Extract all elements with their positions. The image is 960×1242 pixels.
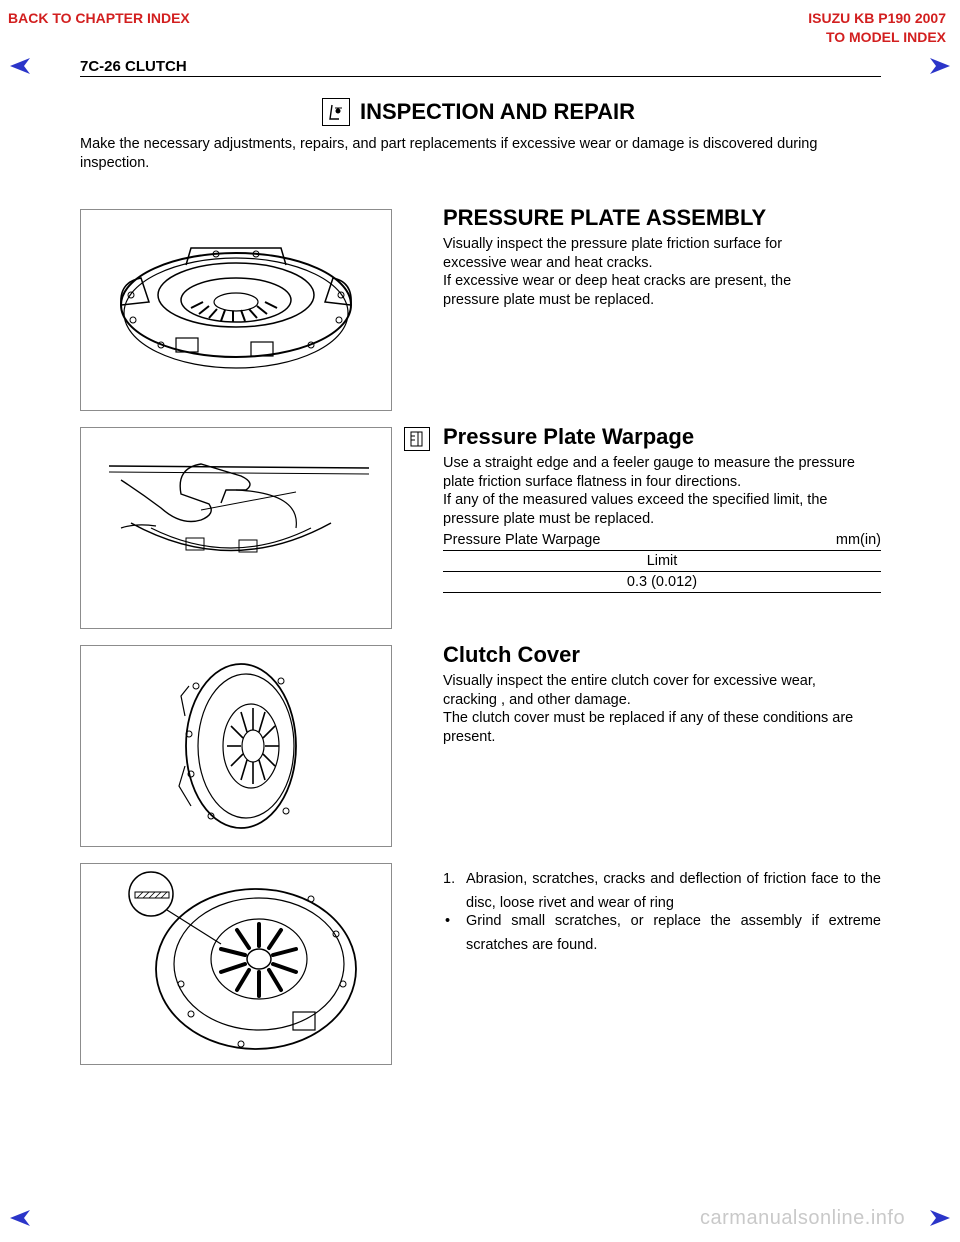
clutch-disc-figure <box>80 863 392 1065</box>
check-item-2-bullet: • <box>445 913 451 929</box>
check-item-2-text: Grind small scratches, or replace the assembly if extreme scratches are found. <box>466 913 881 953</box>
pressure-plate-warpage-heading: Pressure Plate Warpage <box>443 424 695 449</box>
warpage-spec-table <box>443 550 881 593</box>
clutch-cover-text-1: Visually inspect the entire clutch cover for excessive wear, cracking , and other damage. <box>443 673 816 708</box>
watermark-text: carmanualsonline.info <box>700 1207 906 1229</box>
to-model-index-link[interactable]: TO MODEL INDEX <box>825 29 946 45</box>
section-title: INSPECTION AND REPAIR <box>360 99 636 124</box>
section-intro: Make the necessary adjustments, repairs, and part replacements if excessive wear or damage is discovered during inspection. <box>80 136 818 171</box>
model-title[interactable]: ISUZU KB P190 2007 <box>808 10 946 26</box>
clutch-cover-figure <box>80 645 392 847</box>
page-code: 7C-26 CLUTCH <box>80 58 187 75</box>
pressure-plate-warpage-figure <box>80 427 392 629</box>
warpage-table-label: Pressure Plate Warpage <box>443 532 601 548</box>
back-to-chapter-index-link[interactable]: BACK TO CHAPTER INDEX <box>8 10 190 26</box>
warpage-table-value: 0.3 (0.012) <box>443 572 881 593</box>
pressure-plate-assembly-figure <box>80 209 392 411</box>
pressure-plate-assembly-text-2: If excessive wear or deep heat cracks are present, the pressure plate must be replaced. <box>443 273 792 308</box>
clutch-cover-text-2: The clutch cover must be replaced if any of these conditions are present. <box>443 710 854 745</box>
footer-previous-page-arrow-icon[interactable] <box>10 1210 38 1226</box>
measurement-icon <box>404 427 430 451</box>
previous-page-arrow-icon[interactable] <box>10 58 38 74</box>
pressure-plate-warpage-text-2: If any of the measured values exceed the specified limit, the pressure plate must be replaced. <box>443 492 828 527</box>
warpage-table-header: Limit <box>443 551 881 572</box>
header-divider <box>80 76 881 77</box>
pressure-plate-assembly-text-1: Visually inspect the pressure plate friction surface for excessive wear and heat cracks. <box>443 236 783 271</box>
footer-next-page-arrow-icon[interactable] <box>922 1210 950 1226</box>
warpage-table-unit: mm(in) <box>835 532 881 548</box>
clutch-cover-heading: Clutch Cover <box>443 642 580 667</box>
inspection-icon <box>322 98 350 126</box>
pressure-plate-warpage-text-1: Use a straight edge and a feeler gauge to measure the pressure plate friction surface flatness in four directions. <box>443 455 855 490</box>
check-item-1-text: Abrasion, scratches, cracks and deflection of friction face to the disc, loose rivet and wear of ring <box>466 871 881 911</box>
check-item-1-number: 1. <box>443 871 456 887</box>
pressure-plate-assembly-heading: PRESSURE PLATE ASSEMBLY <box>443 205 767 230</box>
next-page-arrow-icon[interactable] <box>922 58 950 74</box>
